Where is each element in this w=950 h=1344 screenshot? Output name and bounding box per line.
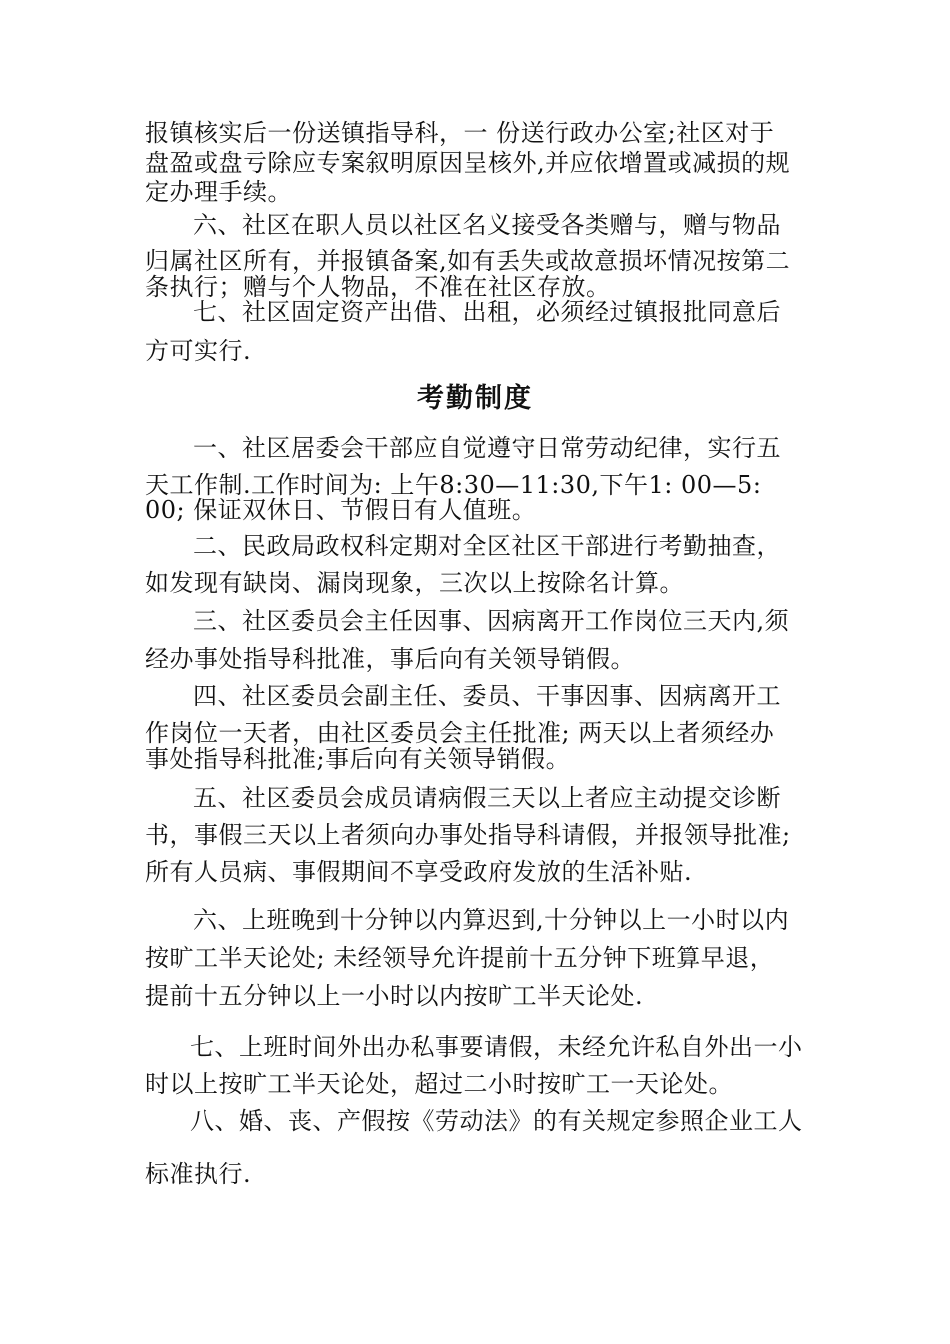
paragraph-line: 时以上按旷工半天论处，超过二小时按旷工一天论处。 [145,1070,733,1098]
paragraph-line: 所有人员病、事假期间不享受政府发放的生活补贴. [145,858,693,886]
paragraph-line: 方可实行. [145,337,252,365]
paragraph-line: 七、社区固定资产出借、出租，必须经过镇报批同意后 [193,298,781,326]
paragraph-line: 六、上班晚到十分钟以内算迟到,十分钟以上一小时以内 [193,906,790,934]
paragraph-line: 四、社区委员会副主任、委员、干事因事、因病离开工 [193,682,781,710]
section-heading: 考勤制度 [417,383,533,414]
paragraph-line: 如发现有缺岗、漏岗现象，三次以上按除名计算。 [145,569,684,597]
paragraph-line: 六、社区在职人员以社区名义接受各类赠与，赠与物品 [193,211,781,239]
paragraph-line: 00; 保证双休日、节假日有人值班。 [145,496,537,524]
paragraph-line: 归属社区所有，并报镇备案,如有丢失或故意损坏情况按第二 [145,247,791,275]
paragraph-line: 按旷工半天论处; 未经领导允许提前十五分钟下班算早退， [145,944,775,972]
paragraph-line: 二、民政局政权科定期对全区社区干部进行考勤抽查， [193,532,781,560]
paragraph-line: 标准执行. [145,1160,252,1188]
paragraph-line: 三、社区委员会主任因事、因病离开工作岗位三天内,须 [193,607,790,635]
paragraph-line: 一、社区居委会干部应自觉遵守日常劳动纪律，实行五 [193,434,781,462]
paragraph-line: 提前十五分钟以上一小时以内按旷工半天论处. [145,982,644,1010]
paragraph-line: 报镇核实后一份送镇指导科，一 份送行政办公室;社区对于 [145,119,775,147]
paragraph-line: 五、社区委员会成员请病假三天以上者应主动提交诊断 [193,784,781,812]
paragraph-line: 条执行；赠与个人物品，不准在社区存放。 [145,273,611,301]
paragraph-line: 书，事假三天以上者须向办事处指导科请假，并报领导批准; [145,821,791,849]
paragraph-line: 事处指导科批准;事后向有关领导销假。 [145,745,571,773]
paragraph-line: 盘盈或盘亏除应专案叙明原因呈核外,并应依增置或减损的规 [145,149,791,177]
paragraph-line: 八、婚、丧、产假按《劳动法》的有关规定参照企业工人 [190,1107,803,1135]
paragraph-line: 定办理手续。 [145,178,292,206]
paragraph-line: 天工作制.工作时间为: 上午8:30—11:30,下午1: 00—5: [145,471,762,499]
paragraph-line: 经办事处指导科批准，事后向有关领导销假。 [145,645,635,673]
paragraph-line: 作岗位一天者，由社区委员会主任批准; 两天以上者须经办 [145,719,775,747]
paragraph-line: 七、上班时间外出办私事要请假，未经允许私自外出一小 [190,1033,803,1061]
